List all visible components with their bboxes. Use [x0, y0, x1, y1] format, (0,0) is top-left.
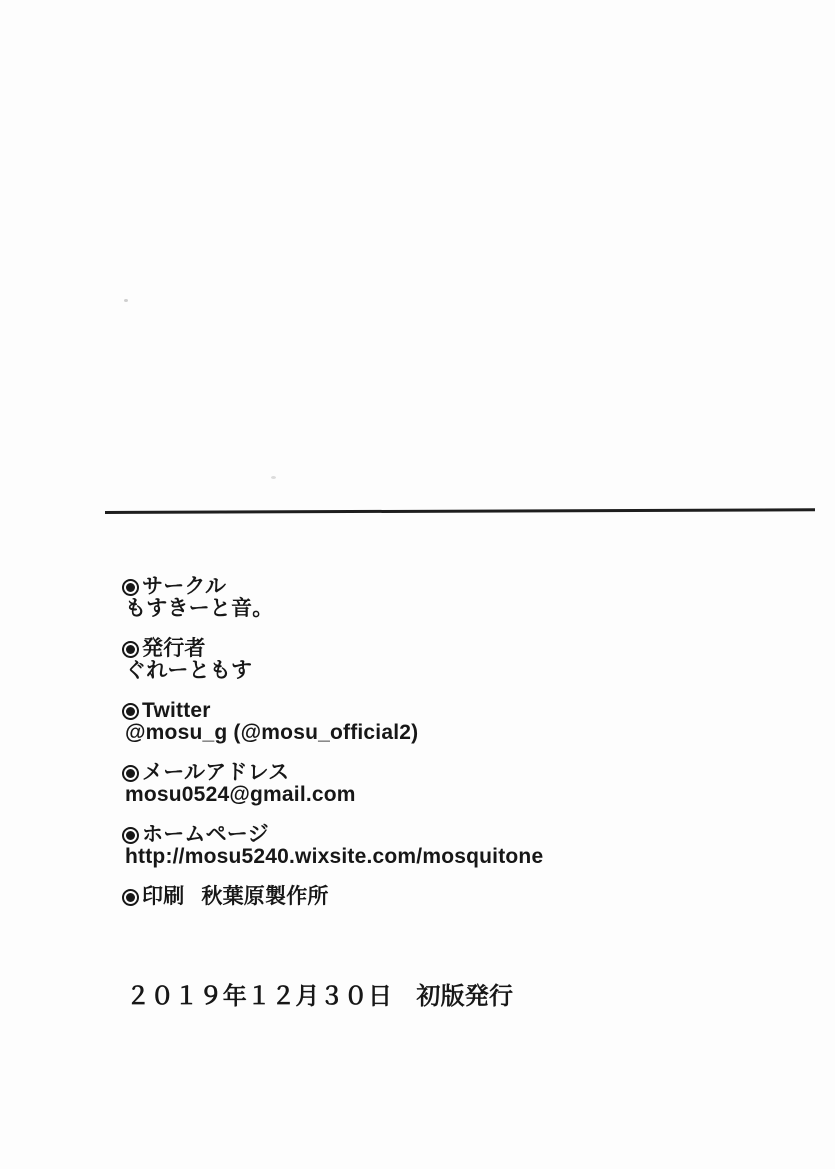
- fisheye-bullet-core: [126, 893, 135, 902]
- circle-name: もすきーと音。: [125, 597, 274, 620]
- section-homepage: [122, 824, 682, 868]
- section-label: ホームページ: [142, 823, 269, 846]
- fisheye-bullet-icon: [122, 579, 139, 596]
- twitter-handles: @mosu_g (@mosu_official2): [125, 721, 419, 744]
- homepage-url: http://mosu5240.wixsite.com/mosquitone: [125, 845, 544, 868]
- fisheye-bullet-icon: [122, 703, 139, 720]
- section-label-line: [122, 762, 682, 784]
- fisheye-bullet-icon: [122, 889, 139, 906]
- section-label: 印刷: [142, 885, 185, 908]
- fisheye-bullet-icon: [122, 827, 139, 844]
- section-label: Twitter: [142, 699, 211, 722]
- section-label-line: [122, 700, 682, 722]
- publisher-name: ぐれーともす: [125, 659, 253, 682]
- fisheye-bullet-core: [126, 707, 135, 716]
- scan-speck: [271, 476, 276, 479]
- printer-name: 秋葉原製作所: [201, 885, 329, 908]
- section-twitter: [122, 700, 682, 744]
- section-label-line: [122, 638, 682, 660]
- fisheye-bullet-core: [126, 645, 135, 654]
- section-label: メールアドレス: [142, 761, 290, 784]
- section-label: サークル: [142, 575, 227, 598]
- scan-speck: [124, 299, 128, 302]
- fisheye-bullet-core: [126, 769, 135, 778]
- section-label-line: [122, 824, 682, 846]
- section-label-line: [122, 886, 682, 908]
- section-circle: [122, 576, 682, 620]
- section-email: [122, 762, 682, 806]
- section-publisher: [122, 638, 682, 682]
- section-printer: [122, 886, 682, 908]
- section-label-line: [122, 576, 682, 598]
- fisheye-bullet-core: [126, 583, 135, 592]
- colophon-block: [122, 576, 682, 1010]
- email-address: mosu0524@gmail.com: [125, 783, 356, 806]
- divider-line: [105, 508, 815, 513]
- publication-date-line: ２０１９年１２月３０日 初版発行: [126, 983, 514, 1010]
- fisheye-bullet-icon: [122, 765, 139, 782]
- fisheye-bullet-core: [126, 831, 135, 840]
- section-label: 発行者: [142, 637, 206, 660]
- fisheye-bullet-icon: [122, 641, 139, 658]
